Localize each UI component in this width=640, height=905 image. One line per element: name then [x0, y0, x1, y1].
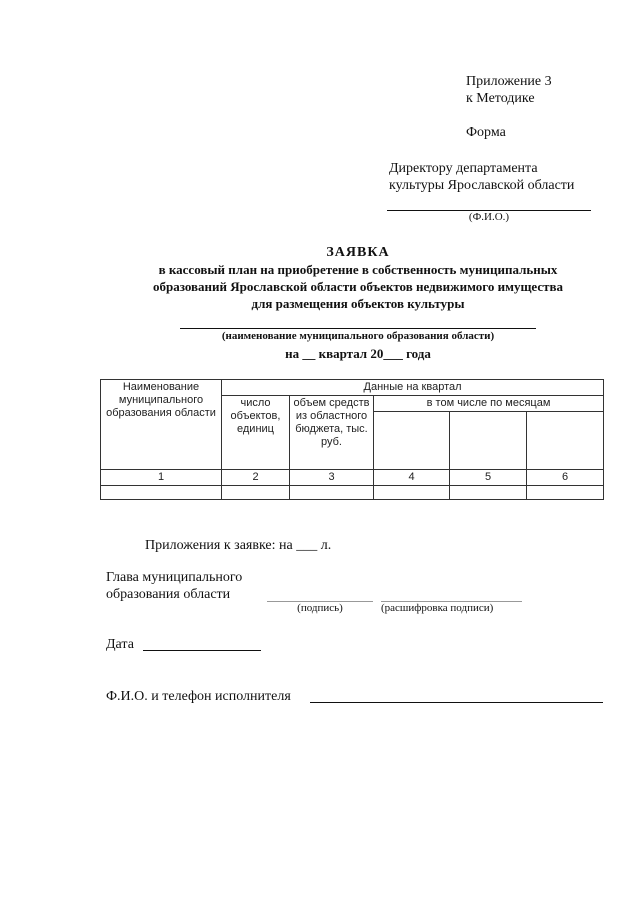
- col-number: 3: [290, 470, 374, 486]
- addressee-line-2: культуры Ярославской области: [389, 178, 575, 193]
- addressee-block: [389, 160, 574, 194]
- date-label: Дата: [106, 637, 134, 652]
- table-cell[interactable]: [527, 486, 604, 500]
- column-numbers-row: [101, 470, 604, 486]
- col-count-header: число объектов, единиц: [222, 396, 290, 470]
- col-number: 6: [527, 470, 604, 486]
- date-field[interactable]: [143, 650, 261, 651]
- table-row: [101, 486, 604, 500]
- appendix-number: Приложение 3: [466, 74, 552, 89]
- request-table: [100, 379, 604, 500]
- month-3-header: [527, 412, 604, 470]
- executor-label: Ф.И.О. и телефон исполнителя: [106, 689, 291, 704]
- table-cell[interactable]: [101, 486, 222, 500]
- col-number: 2: [222, 470, 290, 486]
- table-cell[interactable]: [374, 486, 450, 500]
- form-header: [466, 73, 552, 141]
- col-number: 5: [450, 470, 527, 486]
- month-1-header: [374, 412, 450, 470]
- municipality-caption: (наименование муниципального образования области): [221, 330, 495, 342]
- quarter-data-header: Данные на квартал: [222, 380, 604, 396]
- months-header: в том числе по месяцам: [374, 396, 604, 412]
- title-line-3: для размещения объектов культуры: [251, 296, 465, 311]
- signature-caption: (подпись): [297, 602, 343, 614]
- head-line-1: Глава муниципального: [106, 570, 243, 585]
- col-number: 1: [101, 470, 222, 486]
- executor-field[interactable]: [310, 702, 603, 703]
- fio-caption: (Ф.И.О.): [468, 211, 510, 223]
- title-line-2: образований Ярославской области объектов недвижимого имущества: [152, 279, 564, 294]
- month-2-header: [450, 412, 527, 470]
- col-municipality-header: Наименование муниципального образования области: [101, 380, 222, 470]
- title-line-1: в кассовый план на приобретение в собственность муниципальных: [158, 262, 558, 277]
- methodology-reference: к Методике: [466, 91, 535, 106]
- title-main: ЗАЯВКА: [326, 245, 390, 260]
- table-cell[interactable]: [222, 486, 290, 500]
- quarter-line: на __ квартал 20___ года: [285, 346, 431, 361]
- decode-caption: (расшифровка подписи): [381, 602, 494, 614]
- table-cell[interactable]: [450, 486, 527, 500]
- col-volume-header: объем средств из областного бюджета, тыс. руб.: [290, 396, 374, 470]
- form-label: Форма: [466, 125, 506, 140]
- head-line-2: образования области: [106, 587, 231, 602]
- addressee-line-1: Директору департамента: [389, 161, 538, 176]
- table-cell[interactable]: [290, 486, 374, 500]
- head-signature-block: [106, 569, 242, 603]
- document-title: [100, 244, 616, 312]
- col-number: 4: [374, 470, 450, 486]
- attachments-line: Приложения к заявке: на ___ л.: [145, 538, 332, 553]
